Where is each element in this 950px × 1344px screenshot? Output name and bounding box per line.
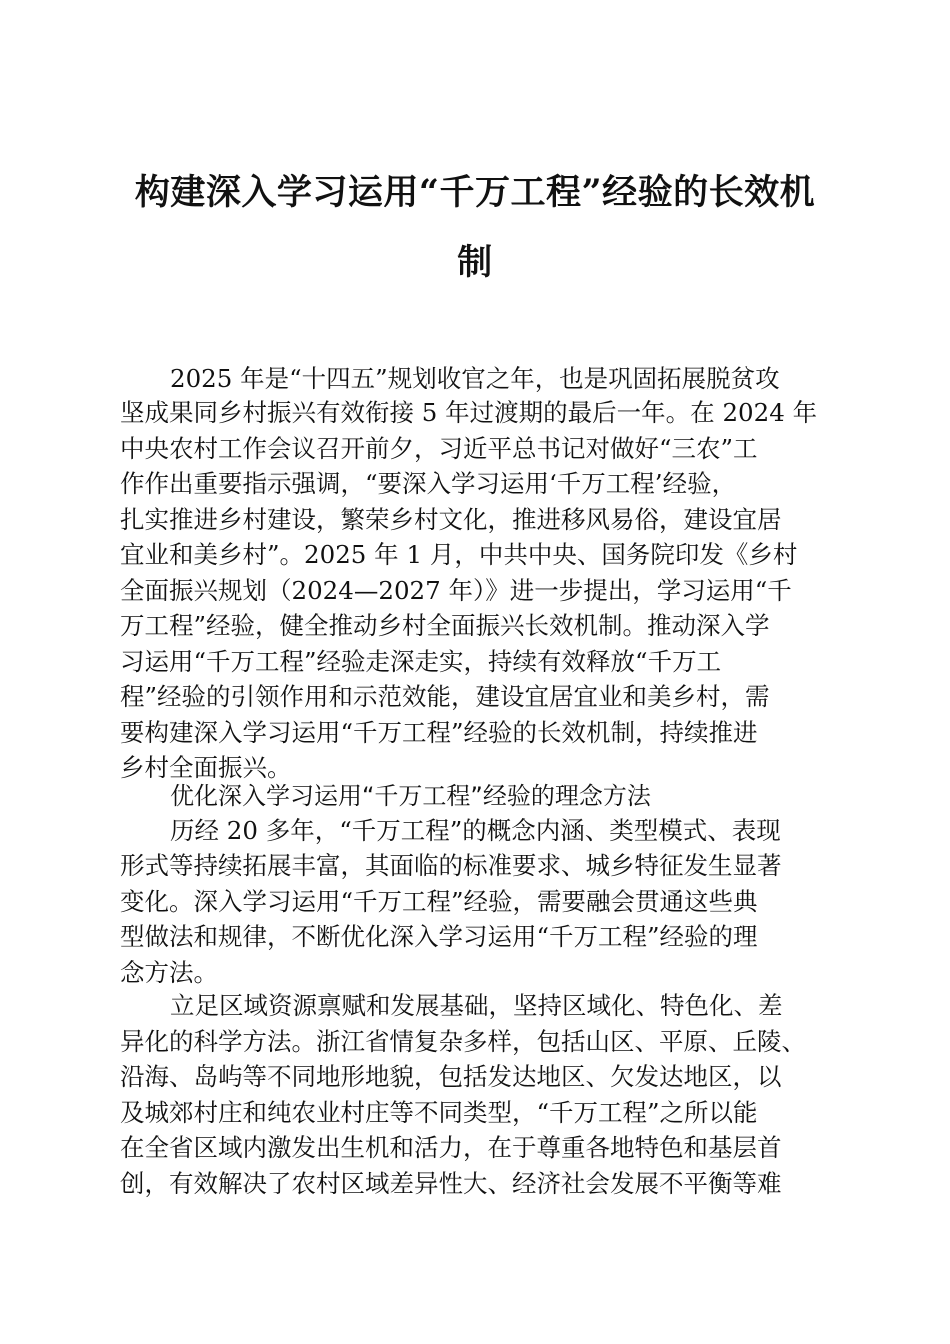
paragraph-line: 乡村全面振兴。 [120,753,292,782]
paragraph-line: 全面振兴规划（2024—2027 年）》进一步提出，学习运用“千 [120,576,792,605]
document-title-line-2: 制 [457,242,493,283]
paragraph-line: 习运用“千万工程”经验走深走实，持续有效释放“千万工 [120,647,722,676]
paragraph-line: 形式等持续拓展丰富，其面临的标准要求、城乡特征发生显著 [120,851,782,880]
paragraph-line: 念方法。 [120,958,218,987]
paragraph-line: 创，有效解决了农村区域差异性大、经济社会发展不平衡等难 [120,1169,782,1198]
paragraph-line: 要构建深入学习运用“千万工程”经验的长效机制，持续推进 [120,718,758,747]
paragraph-line: 作作出重要指示强调，“要深入学习运用‘千万工程’经验， [120,469,737,498]
paragraph-line: 扎实推进乡村建设，繁荣乡村文化，推进移风易俗，建设宜居 [120,505,782,534]
paragraph-line: 变化。深入学习运用“千万工程”经验，需要融会贯通这些典 [120,887,758,916]
section-heading: 优化深入学习运用“千万工程”经验的理念方法 [170,782,651,810]
paragraph-line: 万工程”经验，健全推动乡村全面振兴长效机制。推动深入学 [120,611,770,640]
paragraph-line: 中央农村工作会议召开前夕，习近平总书记对做好“三农”工 [120,434,758,463]
paragraph-line: 历经 20 多年，“千万工程”的概念内涵、类型模式、表现 [170,816,781,845]
paragraph-line: 宜业和美乡村”。2025 年 1 月，中共中央、国务院印发《乡村 [120,540,798,569]
paragraph-line: 型做法和规律，不断优化深入学习运用“千万工程”经验的理 [120,922,758,951]
paragraph-line: 沿海、岛屿等不同地形地貌，包括发达地区、欠发达地区，以 [120,1062,782,1091]
paragraph-line: 立足区域资源禀赋和发展基础，坚持区域化、特色化、差 [170,991,783,1020]
paragraph-line: 坚成果同乡村振兴有效衔接 5 年过渡期的最后一年。在 2024 年 [120,398,818,427]
paragraph-line: 程”经验的引领作用和示范效能，建设宜居宜业和美乡村，需 [120,682,770,711]
paragraph-line: 在全省区域内激发出生机和活力，在于尊重各地特色和基层首 [120,1133,782,1162]
paragraph-line: 2025 年是“十四五”规划收官之年，也是巩固拓展脱贫攻 [170,364,780,393]
document-title-line-1: 构建深入学习运用“千万工程”经验的长效机 [134,172,816,213]
paragraph-line: 异化的科学方法。浙江省情复杂多样，包括山区、平原、丘陵、 [120,1027,806,1056]
paragraph-line: 及城郊村庄和纯农业村庄等不同类型，“千万工程”之所以能 [120,1098,758,1127]
